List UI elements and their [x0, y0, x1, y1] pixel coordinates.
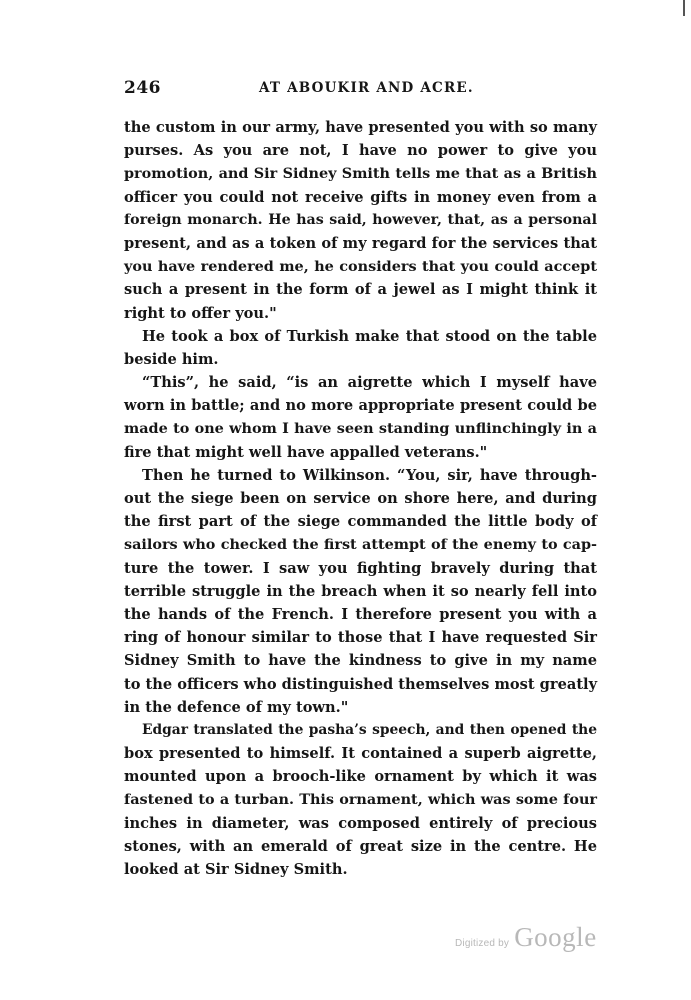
running-head: AT ABOUKIR AND ACRE.	[259, 80, 474, 96]
text-line: ture the tower. I saw you fighting bravely during that	[124, 559, 597, 577]
text-line: mounted upon a brooch-like ornament by which it was	[124, 768, 597, 786]
body-text	[124, 116, 597, 881]
text-line: the first part of the siege commanded the little body of	[124, 513, 597, 531]
text-line: the hands of the French. I therefore present you with a	[124, 605, 597, 623]
text-line: right to offer you."	[124, 304, 277, 322]
text-line: terrible struggle in the breach when it so nearly fell into	[124, 582, 597, 600]
text-line: promotion, and Sir Sidney Smith tells me that as a British	[124, 165, 597, 183]
text-line: inches in diameter, was composed entirely of precious	[124, 814, 597, 832]
text-line: officer you could not receive gifts in money even from a	[124, 188, 597, 206]
digitized-by-watermark	[455, 922, 597, 953]
text-line: the custom in our army, have presented you with so many	[124, 119, 597, 136]
text-line: beside him.	[124, 350, 219, 368]
text-line: Edgar translated the pasha’s speech, and then opened the	[142, 721, 597, 738]
page-number: 246	[124, 78, 161, 98]
text-line: stones, with an emerald of great size in the centre. He	[124, 837, 597, 855]
text-line: fastened to a turban. This ornament, which was some four	[124, 791, 597, 809]
text-line: worn in battle; and no more appropriate present could be	[124, 397, 597, 415]
text-line: purses. As you are not, I have no power to give you	[124, 142, 597, 160]
text-line: ring of honour similar to those that I have requested Sir	[124, 629, 597, 647]
text-line: to the officers who distinguished themselves most greatly	[124, 675, 598, 693]
text-line: you have rendered me, he considers that you could accept	[124, 258, 597, 276]
text-line: box presented to himself. It contained a superb aigrette,	[124, 745, 597, 763]
text-line: in the defence of my town."	[124, 698, 349, 716]
page-edge-mark	[683, 0, 685, 16]
page-header	[124, 78, 597, 102]
watermark-prefix: Digitized by	[455, 938, 510, 949]
text-line: Then he turned to Wilkinson. “You, sir, have through-	[142, 466, 597, 484]
text-line: He took a box of Turkish make that stood on the table	[142, 327, 597, 345]
text-line: out the siege been on service on shore here, and during	[124, 490, 597, 507]
text-line: sailors who checked the first attempt of the enemy to cap-	[124, 536, 597, 554]
text-line: made to one whom I have seen standing unflinchingly in a	[124, 420, 597, 438]
text-line: such a present in the form of a jewel as I might think it	[124, 281, 597, 299]
text-line: Sidney Smith to have the kindness to give in my name	[124, 652, 597, 670]
text-line: looked at Sir Sidney Smith.	[124, 861, 348, 878]
watermark-brand: Google	[514, 922, 597, 952]
text-line: “This”, he said, “is an aigrette which I myself have	[142, 374, 597, 392]
text-line: present, and as a token of my regard for the services that	[124, 234, 597, 252]
text-line: fire that might well have appalled veterans."	[124, 443, 488, 461]
text-line: foreign monarch. He has said, however, that, as a personal	[124, 211, 597, 228]
